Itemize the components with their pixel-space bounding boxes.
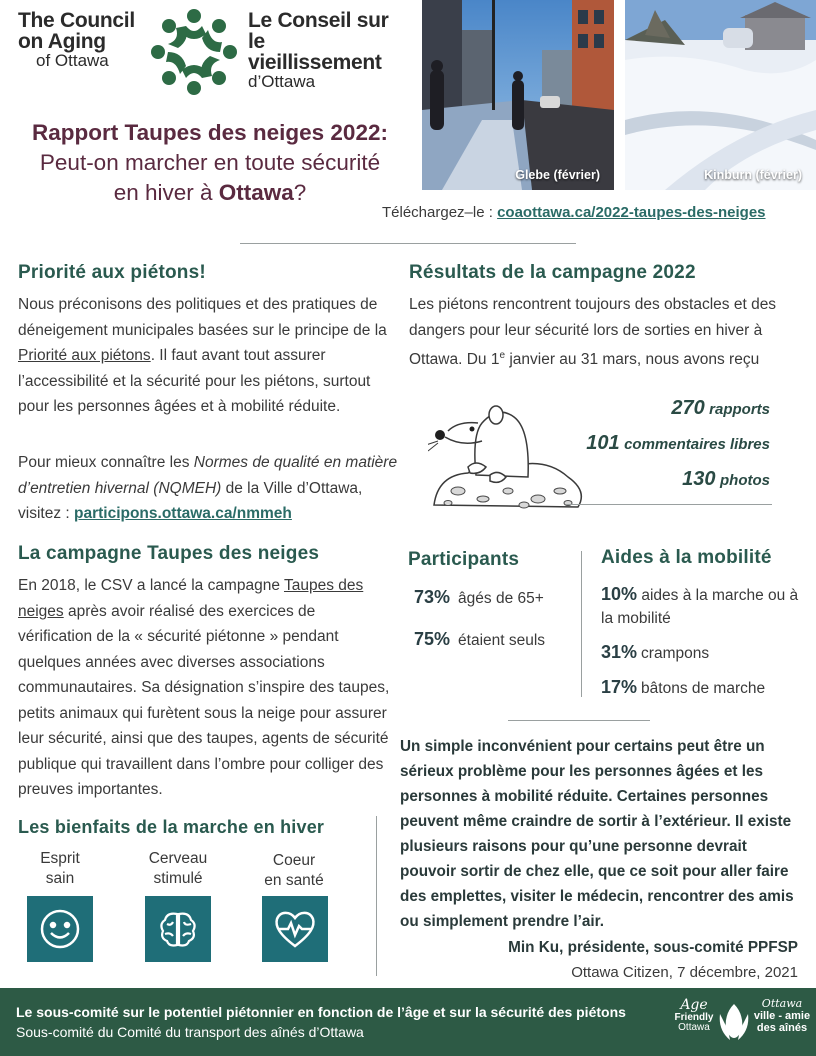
priority-p2-text-a: Pour mieux connaître les bbox=[18, 454, 194, 471]
heart-pulse-icon bbox=[262, 896, 328, 962]
snow-mole-icon bbox=[428, 395, 588, 515]
logo-english bbox=[18, 10, 148, 69]
download-label: Téléchargez–le : bbox=[382, 204, 498, 221]
quote-source: Ottawa Citizen, 7 décembre, 2021 bbox=[571, 964, 798, 981]
nqmeh-italic-text: Normes de qualité en matière d’entretien hivernal (NQMEH) bbox=[18, 454, 398, 497]
logo-en-line3: of Ottawa bbox=[36, 51, 109, 70]
age-friendly-logo-friendly: Friendly bbox=[674, 1011, 714, 1023]
participants-row-alone bbox=[414, 629, 545, 650]
participants-alone-pct: 75% bbox=[414, 629, 451, 649]
photo-caption-glebe: Glebe (février) bbox=[515, 168, 600, 182]
title-line3 bbox=[14, 178, 406, 208]
benefits-heading: Les bienfaits de la marche en hiver bbox=[18, 817, 325, 837]
stat-photos-number: 130 bbox=[682, 468, 716, 490]
logo-en-line1: The Council bbox=[18, 9, 135, 32]
benefit-heart bbox=[252, 851, 336, 891]
mobility-walking-aids-pct: 10% bbox=[601, 584, 638, 604]
photo-kinburn bbox=[625, 0, 816, 190]
tulip-logo-icon bbox=[716, 1000, 752, 1044]
mobility-row-poles bbox=[601, 677, 765, 698]
title-line3-suffix: ? bbox=[293, 180, 307, 205]
title-line1: Rapport Taupes des neiges 2022: bbox=[32, 120, 388, 145]
benefit-brain-line2: stimulé bbox=[153, 870, 203, 887]
priority-heading: Priorité aux piétons! bbox=[18, 262, 206, 283]
mobility-walking-aids-text: aides à la marche ou à la mobilité bbox=[601, 587, 799, 627]
council-logo-icon bbox=[146, 4, 242, 100]
results-heading: Résultats de la campagne 2022 bbox=[409, 262, 696, 283]
benefit-brain-line1: Cerveau bbox=[148, 850, 208, 867]
logo-fr-line1: Le Conseil sur bbox=[248, 9, 389, 32]
campaign-text-b: après avoir réalisé des exercices de vérification de la « sécurité piétonne » pendant quelques années avec diverses associations communautaires. Sa désignation s’inspire des taupes, petits animaux qui furètent sous la neige pour assurer leur sécurité, ainsi que des taupes, agents de sécurité publique qui travaillent dans l’ombre pour colliger des preuves importantes. bbox=[18, 602, 390, 798]
footer-line1: Le sous-comité sur le potentiel piétonnier en fonction de l’âge et sur la sécurité des piétons bbox=[16, 1004, 626, 1020]
campaign-text-a: En 2018, le CSV a lancé la campagne bbox=[18, 577, 284, 594]
download-link[interactable]: coaottawa.ca/2022-taupes-des-neiges bbox=[497, 204, 766, 221]
participants-vertical-divider bbox=[581, 551, 582, 697]
brain-icon bbox=[145, 896, 211, 962]
results-text-b: janvier au 31 mars, nous avons reçu bbox=[505, 351, 760, 369]
ottawa-logo-des-aines: des aînés bbox=[756, 1022, 808, 1035]
priority-p1-text-a: Nous préconisons des politiques et des pratiques de déneigement municipales basées sur le principe de la bbox=[18, 296, 387, 339]
mobility-heading: Aides à la mobilité bbox=[601, 547, 772, 568]
title-line3-prefix: en hiver à bbox=[113, 180, 219, 205]
photo-glebe bbox=[422, 0, 614, 190]
benefit-mind bbox=[20, 849, 100, 889]
page-title bbox=[14, 118, 406, 208]
stat-reports-number: 270 bbox=[671, 397, 705, 419]
mobility-row-walking-aids bbox=[601, 583, 801, 630]
benefit-mind-line1: Esprit bbox=[40, 850, 80, 867]
results-superscript: e bbox=[499, 350, 506, 361]
stat-photos bbox=[682, 468, 770, 491]
priority-link[interactable]: Priorité aux piétons bbox=[18, 347, 151, 364]
download-line bbox=[382, 204, 766, 221]
title-line2: Peut-on marcher en toute sécurité bbox=[39, 150, 381, 175]
benefit-mind-line2: sain bbox=[45, 870, 75, 887]
participants-alone-text: étaient seuls bbox=[458, 632, 546, 649]
mobility-crampons-pct: 31% bbox=[601, 642, 638, 662]
snowy-road-photo-image bbox=[625, 0, 816, 190]
stat-photos-label: photos bbox=[720, 472, 770, 489]
benefit-heart-line1: Coeur bbox=[272, 852, 316, 869]
logo-fr-line3: d’Ottawa bbox=[248, 72, 316, 91]
divider-quote bbox=[508, 720, 650, 721]
benefits-vertical-divider bbox=[376, 816, 377, 976]
smiley-face-icon bbox=[27, 896, 93, 962]
footer-line2: Sous-comité du Comité du transport des aînés d’Ottawa bbox=[16, 1024, 364, 1040]
priority-p1-text-b: . Il faut avant tout assurer l’accessibilité et la sécurité pour les piétons, surtout pour les personnes âgées et à mobilité réduite. bbox=[18, 347, 371, 415]
footer-bar bbox=[0, 988, 816, 1056]
logo-en-line2: on Aging bbox=[18, 30, 106, 53]
street-photo-image bbox=[422, 0, 614, 190]
ottawa-logo-word: Ottawa bbox=[761, 997, 803, 1010]
stat-comments bbox=[586, 432, 770, 455]
quote-attribution: Min Ku, présidente, sous-comité PPFSP bbox=[508, 939, 798, 956]
mobility-poles-pct: 17% bbox=[601, 677, 638, 697]
priority-p2-text-b: de la Ville d’Ottawa, visitez : bbox=[18, 479, 363, 522]
divider-top bbox=[240, 243, 576, 244]
stat-comments-number: 101 bbox=[586, 432, 620, 454]
logo-fr-line2: le vieillissement bbox=[248, 30, 382, 74]
stat-reports bbox=[671, 397, 770, 420]
campaign-heading: La campagne Taupes des neiges bbox=[18, 543, 320, 564]
mobility-crampons-text: crampons bbox=[641, 645, 710, 662]
stat-reports-label: rapports bbox=[709, 401, 770, 418]
mobility-row-crampons bbox=[601, 642, 709, 663]
stat-comments-label: commentaires libres bbox=[624, 436, 770, 453]
results-paragraph bbox=[409, 292, 801, 373]
benefit-heart-line2: en santé bbox=[264, 872, 324, 889]
participants-heading: Participants bbox=[408, 549, 520, 570]
divider-stats bbox=[566, 504, 772, 505]
age-friendly-logo-age: Age bbox=[680, 997, 708, 1013]
benefit-brain bbox=[136, 849, 220, 889]
age-friendly-logo bbox=[672, 998, 716, 1034]
taupes-link[interactable]: Taupes des neiges bbox=[18, 577, 364, 620]
logo-french bbox=[248, 10, 398, 90]
participants-age-pct: 73% bbox=[414, 587, 451, 607]
quote-text: Un simple inconvénient pour certains peut être un sérieux problème pour les personnes âgées et les personnes à mobilité réduite. Certaines personnes peuvent même craindre de sortir à l’extérieur. Il existe plusieurs raisons pour qu’une personne devrait pouvoir sortir de chez elle, que ce soit pour aller faire des emplettes, visiter le médecin, rencontrer des amis ou simplement prendre l’air. bbox=[400, 738, 794, 930]
priority-paragraph-2 bbox=[18, 450, 402, 527]
results-text-a: Les piétons rencontrent toujours des obstacles et des dangers pour leur sécurité lors de sorties en hiver à Ottawa. Du 1 bbox=[409, 296, 777, 369]
ottawa-amie-logo bbox=[752, 998, 812, 1034]
mobility-poles-text: bâtons de marche bbox=[641, 680, 766, 697]
ottawa-logo-ville-amie: ville - amie bbox=[753, 1010, 811, 1023]
campaign-paragraph bbox=[18, 573, 390, 803]
age-friendly-logo-ottawa: Ottawa bbox=[678, 1022, 710, 1034]
photo-caption-kinburn: Kinburn (février) bbox=[704, 168, 802, 182]
title-city: Ottawa bbox=[218, 180, 294, 205]
participants-row-age bbox=[414, 587, 544, 608]
priority-paragraph-1 bbox=[18, 292, 394, 420]
participants-age-text: âgés de 65+ bbox=[458, 590, 544, 607]
participons-link[interactable]: participons.ottawa.ca/nmmeh bbox=[73, 505, 292, 522]
